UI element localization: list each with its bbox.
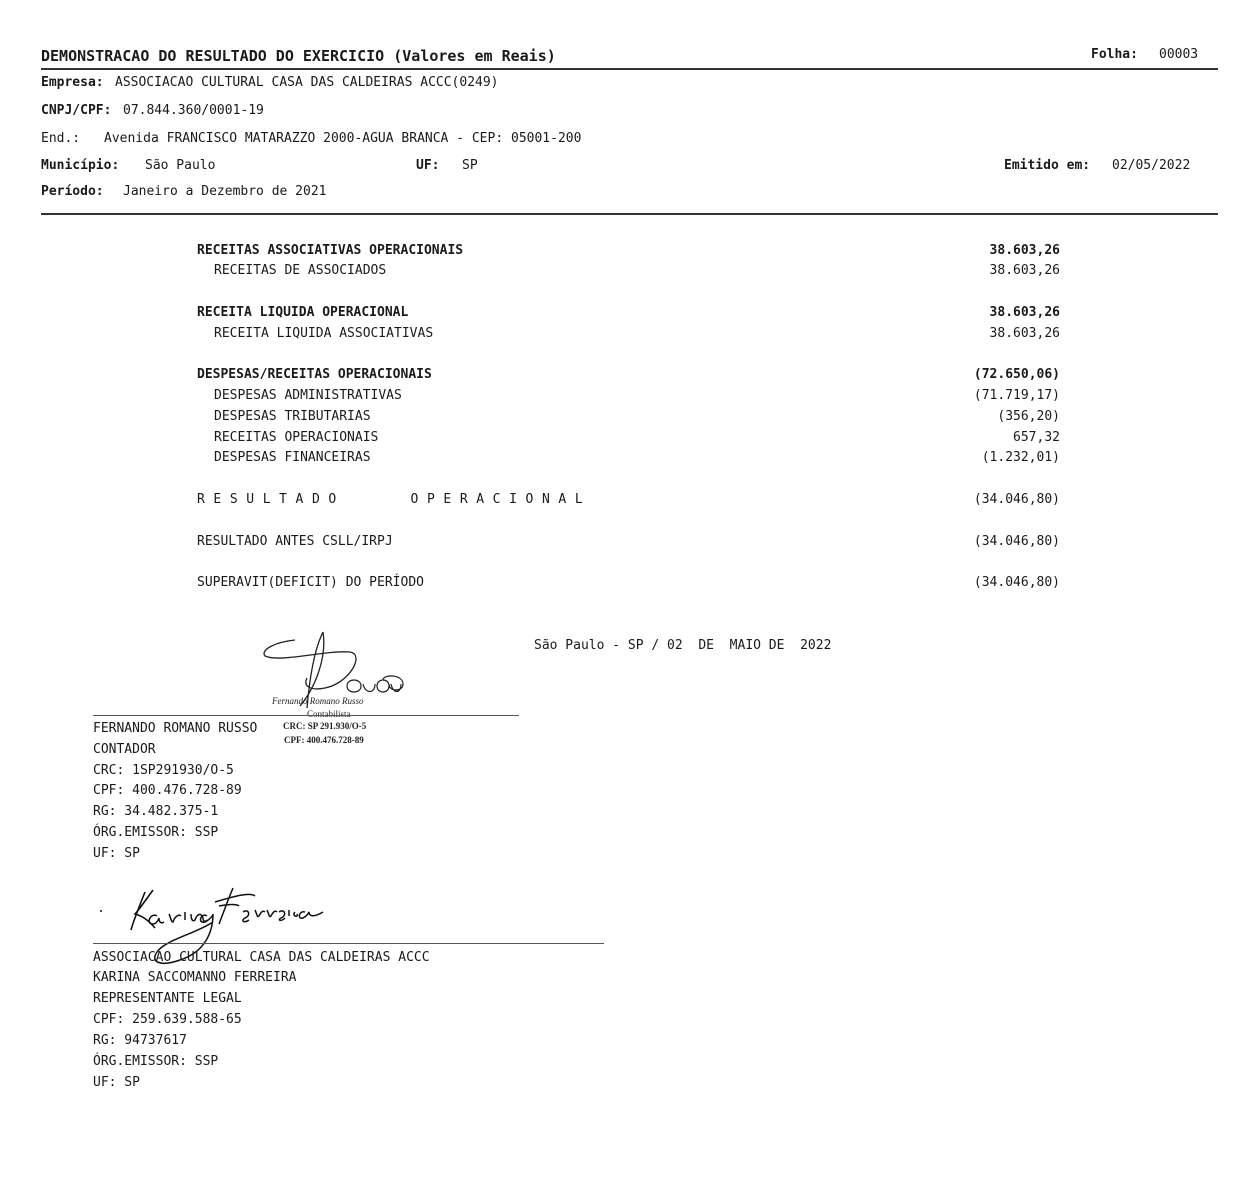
- row-label-resultado-operacional: RESULTADO OPERACIONAL: [197, 492, 592, 507]
- municipio-label: Município:: [41, 158, 120, 173]
- contador-name: FERNANDO ROMANO RUSSO: [93, 721, 258, 736]
- cnpj-value: 07.844.360/0001-19: [123, 103, 264, 118]
- stamp-role: Contabilista: [307, 709, 351, 719]
- row-label: RECEITA LIQUIDA OPERACIONAL: [197, 305, 409, 320]
- empresa-label: Empresa:: [41, 75, 104, 90]
- row-value: (34.046,80): [973, 534, 1060, 549]
- stamp-name: Fernando Romano Russo: [272, 696, 364, 706]
- folha-label: Folha:: [1091, 47, 1138, 62]
- stamp-crc: CRC: SP 291.930/O-5: [283, 721, 367, 731]
- representante-cpf: CPF: 259.639.588-65: [93, 1012, 242, 1027]
- row-value: (72.650,06): [973, 367, 1060, 382]
- representante-entity: ASSOCIACAO CULTURAL CASA DAS CALDEIRAS ACCC: [93, 950, 430, 965]
- emitido-value: 02/05/2022: [1112, 158, 1191, 173]
- row-label: DESPESAS/RECEITAS OPERACIONAIS: [197, 367, 432, 382]
- periodo-label: Período:: [41, 184, 104, 199]
- contador-uf: UF: SP: [93, 846, 140, 861]
- row-label: RECEITAS ASSOCIATIVAS OPERACIONAIS: [197, 243, 464, 258]
- folha-value: 00003: [1159, 47, 1199, 62]
- contador-cpf: CPF: 400.476.728-89: [93, 783, 242, 798]
- row-label: RESULTADO ANTES CSLL/IRPJ: [197, 534, 393, 549]
- row-label: RECEITAS DE ASSOCIADOS: [214, 263, 387, 278]
- representante-rg: RG: 94737617: [93, 1033, 187, 1048]
- row-value: (34.046,80): [973, 492, 1060, 507]
- row-value: 38.603,26: [989, 243, 1060, 258]
- periodo-value: Janeiro a Dezembro de 2021: [123, 184, 327, 199]
- row-label: RECEITA LIQUIDA ASSOCIATIVAS: [214, 326, 434, 341]
- row-value: (1.232,01): [981, 450, 1060, 465]
- row-value: 38.603,26: [989, 305, 1060, 320]
- contador-signature-line: [93, 715, 519, 716]
- row-value: (356,20): [997, 409, 1060, 424]
- place-date: São Paulo - SP / 02 DE MAIO DE 2022: [534, 638, 832, 653]
- representante-signature-line: [93, 943, 604, 944]
- row-value: 657,32: [1013, 430, 1060, 445]
- contador-org: ÓRG.EMISSOR: SSP: [93, 825, 219, 840]
- stamp-cpf: CPF: 400.476.728-89: [284, 735, 364, 745]
- row-label: DESPESAS FINANCEIRAS: [214, 450, 371, 465]
- representante-role: REPRESENTANTE LEGAL: [93, 991, 242, 1006]
- contador-rg: RG: 34.482.375-1: [93, 804, 219, 819]
- row-value: 38.603,26: [989, 326, 1060, 341]
- row-value: (71.719,17): [973, 388, 1060, 403]
- header-bottom-rule: [41, 213, 1218, 215]
- representante-uf: UF: SP: [93, 1075, 140, 1090]
- row-label: DESPESAS ADMINISTRATIVAS: [214, 388, 402, 403]
- uf-value: SP: [462, 158, 478, 173]
- representante-name: KARINA SACCOMANNO FERREIRA: [93, 970, 297, 985]
- contador-role: CONTADOR: [93, 742, 156, 757]
- row-value: (34.046,80): [973, 575, 1060, 590]
- row-label: RECEITAS OPERACIONAIS: [214, 430, 379, 445]
- report-title: DEMONSTRACAO DO RESULTADO DO EXERCICIO (Valores em Reais): [41, 47, 556, 65]
- representante-org: ÓRG.EMISSOR: SSP: [93, 1054, 219, 1069]
- emitido-label: Emitido em:: [1004, 158, 1091, 173]
- row-label: DESPESAS TRIBUTARIAS: [214, 409, 371, 424]
- cnpj-label: CNPJ/CPF:: [41, 103, 112, 118]
- row-value: 38.603,26: [989, 263, 1060, 278]
- address-value: Avenida FRANCISCO MATARAZZO 2000-AGUA BRANCA - CEP: 05001-200: [104, 131, 582, 146]
- header-top-rule: [41, 68, 1218, 70]
- row-label: SUPERAVIT(DEFICIT) DO PERÍODO: [197, 575, 424, 590]
- address-label: End.:: [41, 131, 81, 146]
- uf-label: UF:: [416, 158, 440, 173]
- contador-crc: CRC: 1SP291930/O-5: [93, 763, 234, 778]
- municipio-value: São Paulo: [145, 158, 216, 173]
- empresa-value: ASSOCIACAO CULTURAL CASA DAS CALDEIRAS ACCC(0249): [115, 75, 499, 90]
